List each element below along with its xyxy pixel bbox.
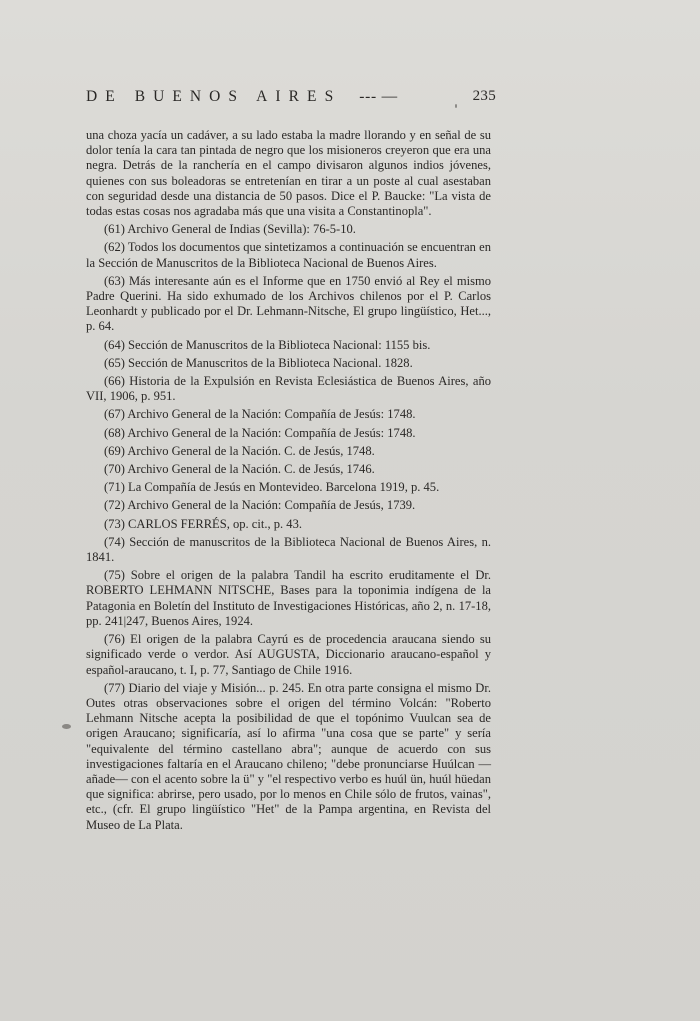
footnote-71: (71) La Compañía de Jesús en Montevideo. Barcelona 1919, p. 45. xyxy=(104,480,440,495)
footnote-64: (64) Sección de Manuscritos de la Biblioteca Nacional: 1155 bis. xyxy=(104,337,431,352)
footnote-65: (65) Sección de Manuscritos de la Biblioteca Nacional. 1828. xyxy=(104,355,413,370)
header-title: DE BUENOS AIRES xyxy=(86,88,342,105)
footnote-72: (72) Archivo General de la Nación: Compañía de Jesús, 1739. xyxy=(104,498,416,513)
footnote-63: (63) Más interesante aún es el Informe que en 1750 envió al Rey el mismo Padre Querini. Ha sido exhumado de los Archivos chilenos por el P. Carlos Leonhardt y publicado por el Dr. Lehmann-Nitsche, El grupo lingüístico, Het..., p. 64. xyxy=(86,273,491,334)
ink-speck xyxy=(455,104,457,108)
footnote-70: (70) Archivo General de la Nación. C. de Jesús, 1746. xyxy=(104,462,375,477)
footnote-76: (76) El origen de la palabra Cayrú es de procedencia araucana siendo su significado verde o verdor. Así AUGUSTA, Diccionario araucano-español y español-araucano, t. I, p. 77, Santiago de Chile 1916. xyxy=(86,632,491,677)
page-body xyxy=(86,128,491,836)
footnote-66: (66) Historia de la Expulsión en Revista Eclesiástica de Buenos Aires, año VII, 1906, p. 951. xyxy=(86,374,491,404)
footnote-67: (67) Archivo General de la Nación: Compañía de Jesús: 1748. xyxy=(104,407,416,422)
page-number: 235 xyxy=(472,88,496,104)
footnote-69: (69) Archivo General de la Nación. C. de Jesús, 1748. xyxy=(104,443,375,458)
footnote-61: (61) Archivo General de Indias (Sevilla): 76-5-10. xyxy=(104,222,356,237)
footnote-68: (68) Archivo General de la Nación: Compañía de Jesús: 1748. xyxy=(104,425,416,440)
footnote-62: (62) Todos los documentos que sintetizamos a continuación se encuentran en la Sección de Manuscritos de la Biblioteca Nacional de Buenos Aires. xyxy=(86,240,491,270)
footnote-74: (74) Sección de manuscritos de la Biblioteca Nacional de Buenos Aires, n. 1841. xyxy=(86,534,491,565)
continuation-paragraph: una choza yacía un cadáver, a su lado estaba la madre llorando y en señal de su dolor tenía la cara tan pintada de negro que los misioneros creyeron que era una negra. Detrás de la ranchería en el campo divisaron algunos indios jóvenes, quienes con sus boleadoras se entretenían en tirar a un poste al cual asestaban con seguridad desde una distancia de 50 pasos. Dice el P. Baucke: "La vista de todas estas cosas nos agradaba más que una visita a Constantinopla". xyxy=(86,128,491,219)
ink-speck xyxy=(62,724,71,729)
header-dashes: --- — xyxy=(359,88,398,105)
running-header xyxy=(86,88,496,106)
footnote-75: (75) Sobre el origen de la palabra Tandil ha escrito eruditamente el Dr. ROBERTO LEHMANN NITSCHE, Bases para la toponimia indígena de la Patagonia en Boletín del Instituto de Investigaciones Históricas, año 2, n. 17-18, pp. 241|247, Buenos Aires, 1924. xyxy=(86,568,491,628)
footnote-77: (77) Diario del viaje y Misión... p. 245. En otra parte consigna el mismo Dr. Outes otras observaciones sobre el origen del término Volcán: "Roberto Lehmann Nitsche acepta la posibilidad de que el topónimo Vuulcan sea de origen Araucano; significaría, así lo afirma "una cosa que se parte" y sería "equivalente del término castellano abra"; aunque de acuerdo con sus investigaciones faltaría en el Araucano chileno; "debe pronunciarse Huúlcan —añade— con el acento sobre la ü" y "el respectivo verbo es huúl ün, huúl hüedan que significa: abrirse, pero usado, por lo menos en Chile sólo de frutos, vainas", etc., (cfr. El grupo lingüístico "Het" de la Pampa argentina, en Revista del Museo de La Plata. xyxy=(86,680,491,832)
footnote-73: (73) CARLOS FERRÉS, op. cit., p. 43. xyxy=(104,516,302,531)
